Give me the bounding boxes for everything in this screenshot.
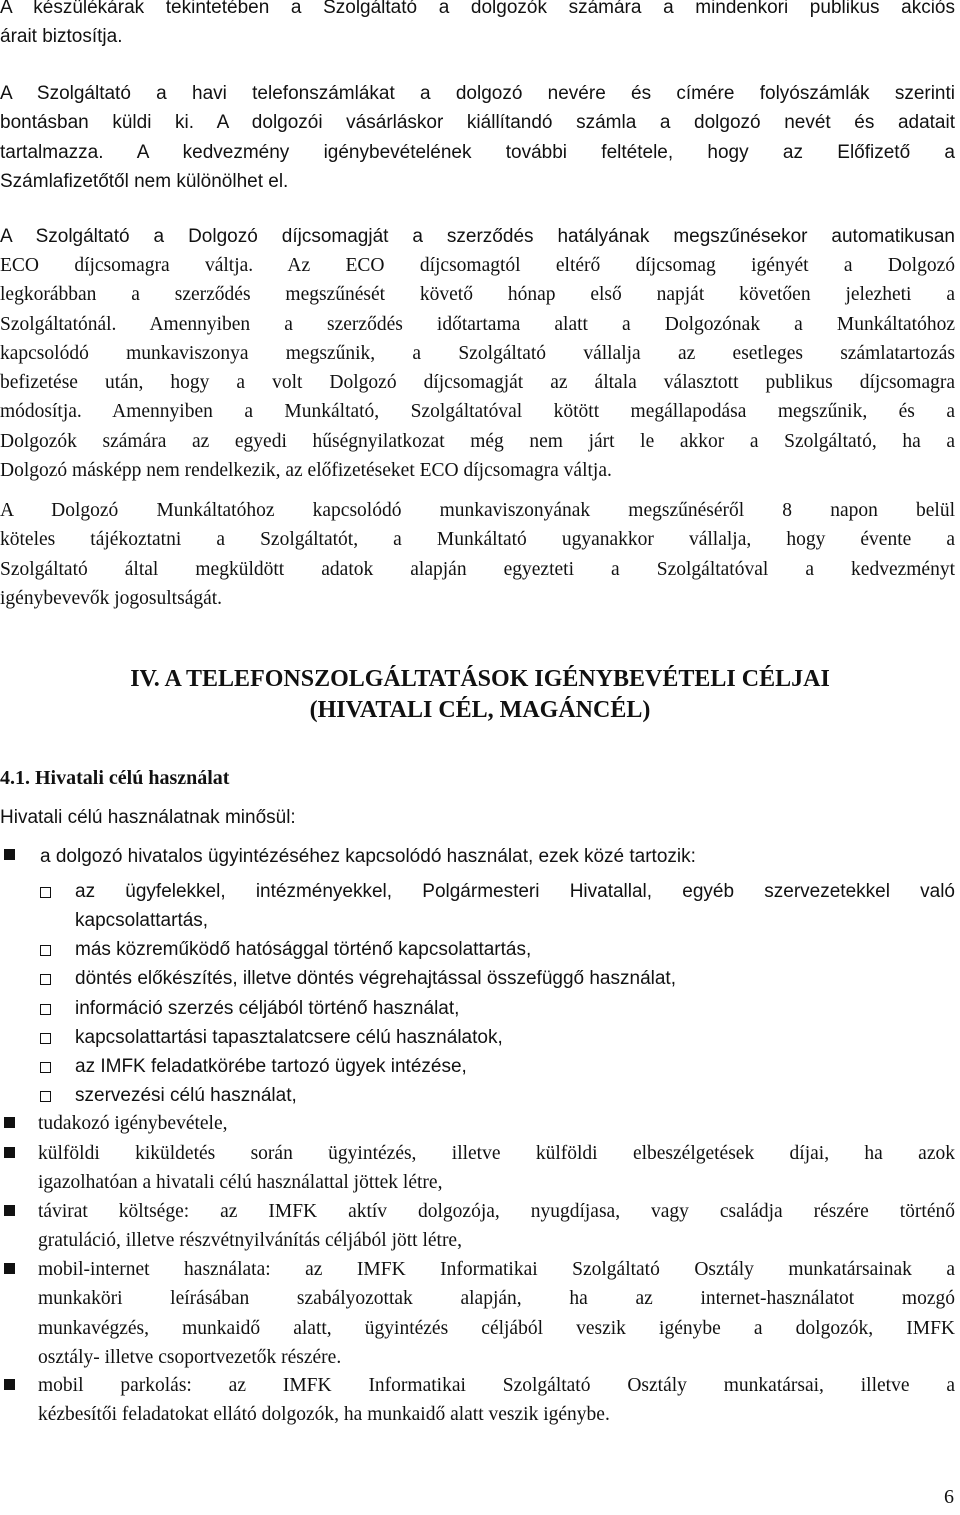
sub-list-item — [75, 935, 955, 964]
text-line: Számlafizetőtől nem különölhet el. — [0, 170, 289, 192]
text-line: Dolgozó másképp nem rendelkezik, az előfizetéseket ECO díjcsomagra váltja. — [0, 460, 612, 482]
text-line: szervezési célú használat, — [75, 1085, 297, 1106]
text-line: kapcsolódó munkaviszonya megszűnik, a Szolgáltató vállalja az esetleges számlatartozás — [0, 342, 955, 364]
open-square-bullet-icon — [40, 1033, 51, 1044]
text-line: igazolhatóan a hivatali célú használattal jöttek létre, — [38, 1172, 443, 1194]
list-item — [38, 1371, 955, 1430]
text-line: tartalmazza. A kedvezmény igénybevételének további feltétele, hogy az Előfizető a — [0, 141, 955, 163]
text-line: árait biztosítja. — [0, 26, 123, 48]
text-line: döntés előkészítés, illetve döntés végrehajtással összefüggő használat, — [75, 968, 676, 989]
text-line: tudakozó igénybevétele, — [38, 1113, 228, 1134]
paragraph-4 — [0, 496, 955, 613]
text-line: kapcsolattartás, — [75, 910, 209, 932]
list-item — [38, 1197, 955, 1256]
sub-list-item — [75, 1052, 955, 1081]
text-line: igénybevevők jogosultságát. — [0, 587, 223, 609]
paragraph-1 — [0, 0, 955, 52]
text-line: az IMFK feladatkörébe tartozó ügyek intézése, — [75, 1056, 467, 1077]
page-number: 6 — [944, 1486, 954, 1508]
open-square-bullet-icon — [40, 1004, 51, 1015]
text-line: távirat költsége: az IMFK aktív dolgozója, nyugdíjasa, vagy családja részére történő — [38, 1201, 955, 1222]
list-item — [38, 1109, 955, 1138]
text-line: A Szolgáltató a Dolgozó díjcsomagját a szerződés hatályának megszűnésekor automatikusan — [0, 226, 955, 247]
text-line: kézbesítői feladatokat ellátó dolgozók, ha munkaidő alatt veszik igénybe. — [38, 1404, 610, 1426]
sub-list-item — [75, 994, 955, 1023]
list-intro: Hivatali célú használatnak minősül: — [0, 807, 296, 828]
square-bullet-icon — [4, 1117, 15, 1128]
text-line: mobil parkolás: az IMFK Informatikai Szolgáltató Osztály munkatársai, illetve a — [38, 1375, 955, 1396]
sub-list-item — [75, 1081, 955, 1110]
open-square-bullet-icon — [40, 945, 51, 956]
text-line: külföldi kiküldetés során ügyintézés, illetve külföldi elbeszélgetések díjai, ha azok — [38, 1143, 955, 1164]
text-line: munkaköri leírásában szabályozottak alapján, ha az internet-használatot mozgó — [38, 1288, 955, 1310]
text-line: más közreműködő hatósággal történő kapcsolattartás, — [75, 939, 532, 960]
text-line: gratuláció, illetve részvétnyilvánítás céljából jött létre, — [38, 1230, 462, 1252]
text-line: mobil-internet használata: az IMFK Informatikai Szolgáltató Osztály munkatársainak a — [38, 1259, 955, 1280]
square-bullet-icon — [4, 1205, 15, 1216]
section-heading-line-1: IV. A TELEFONSZOLGÁLTATÁSOK IGÉNYBEVÉTELI CÉLJAI — [130, 666, 830, 692]
text-line: munkavégzés, munkaidő alatt, ügyintézés céljából veszik igénybe a dolgozók, IMFK — [38, 1317, 955, 1339]
text-line: bontásban küldi ki. A dolgozói vásárláskor kiállítandó számla a dolgozó nevét és adatait — [0, 112, 955, 134]
text-line: információ szerzés céljából történő használat, — [75, 998, 460, 1019]
text-line: Szolgáltató által megküldött adatok alapján egyezteti a Szolgáltatóval a kedvezményt — [0, 558, 955, 580]
paragraph-3-cont — [0, 251, 955, 485]
text-line: A Dolgozó Munkáltatóhoz kapcsolódó munkaviszonyának megszűnéséről 8 napon belül — [0, 500, 955, 521]
text-line: kapcsolattartási tapasztalatcsere célú használatok, — [75, 1027, 503, 1048]
section-heading — [0, 664, 960, 726]
text-line: A Szolgáltató a havi telefonszámlákat a dolgozó nevére és címére folyószámlák szerinti — [0, 83, 955, 104]
sub-list-item — [75, 877, 955, 936]
list-item — [38, 1255, 955, 1372]
text-line: legkorábban a szerződés megszűnését követő hónap első napját követően jelezheti a — [0, 284, 955, 306]
text-line: Dolgozók számára az egyedi hűségnyilatkozat még nem járt le akkor a Szolgáltató, ha a — [0, 430, 955, 452]
text-line: Szolgáltatónál. Amennyiben a szerződés időtartama alatt a Dolgozónak a Munkáltatóhoz — [0, 313, 955, 335]
text-line: az ügyfelekkel, intézményekkel, Polgármesteri Hivatallal, egyéb szervezetekkel való — [75, 881, 955, 902]
open-square-bullet-icon — [40, 974, 51, 985]
square-bullet-icon — [4, 1147, 15, 1158]
open-square-bullet-icon — [40, 1062, 51, 1073]
square-bullet-icon — [4, 1263, 15, 1274]
open-square-bullet-icon — [40, 887, 51, 898]
sub-list-item — [75, 1023, 955, 1052]
text-line: osztály- illetve csoportvezetők részére. — [38, 1346, 342, 1368]
open-square-bullet-icon — [40, 1091, 51, 1102]
text-line: módosítja. Amennyiben a Munkáltató, Szolgáltatóval kötött megállapodása megszűnik, és a — [0, 401, 955, 423]
text-line: ECO díjcsomagra váltja. Az ECO díjcsomagtól eltérő díjcsomag igényét a Dolgozó — [0, 255, 955, 276]
text-line: köteles tájékoztatni a Szolgáltatót, a Munkáltató ugyanakkor vállalja, hogy évente a — [0, 529, 955, 551]
paragraph-2 — [0, 79, 955, 196]
list-item: a dolgozó hivatalos ügyintézéséhez kapcsolódó használat, ezek közé tartozik: — [40, 846, 696, 867]
square-bullet-icon — [4, 1379, 15, 1390]
square-bullet-icon — [4, 849, 15, 860]
paragraph-3 — [0, 222, 955, 251]
text-line: A készülékárak tekintetében a Szolgáltató a dolgozók számára a mindenkori publikus akciós — [0, 0, 955, 18]
section-heading-line-2: (HIVATALI CÉL, MAGÁNCÉL) — [309, 697, 651, 723]
text-line: befizetése után, hogy a volt Dolgozó díjcsomagját az általa választott publikus díjcsomagra — [0, 372, 955, 394]
sub-list-item — [75, 964, 955, 993]
subsection-heading: 4.1. Hivatali célú használat — [0, 767, 230, 789]
list-item — [38, 1139, 955, 1198]
